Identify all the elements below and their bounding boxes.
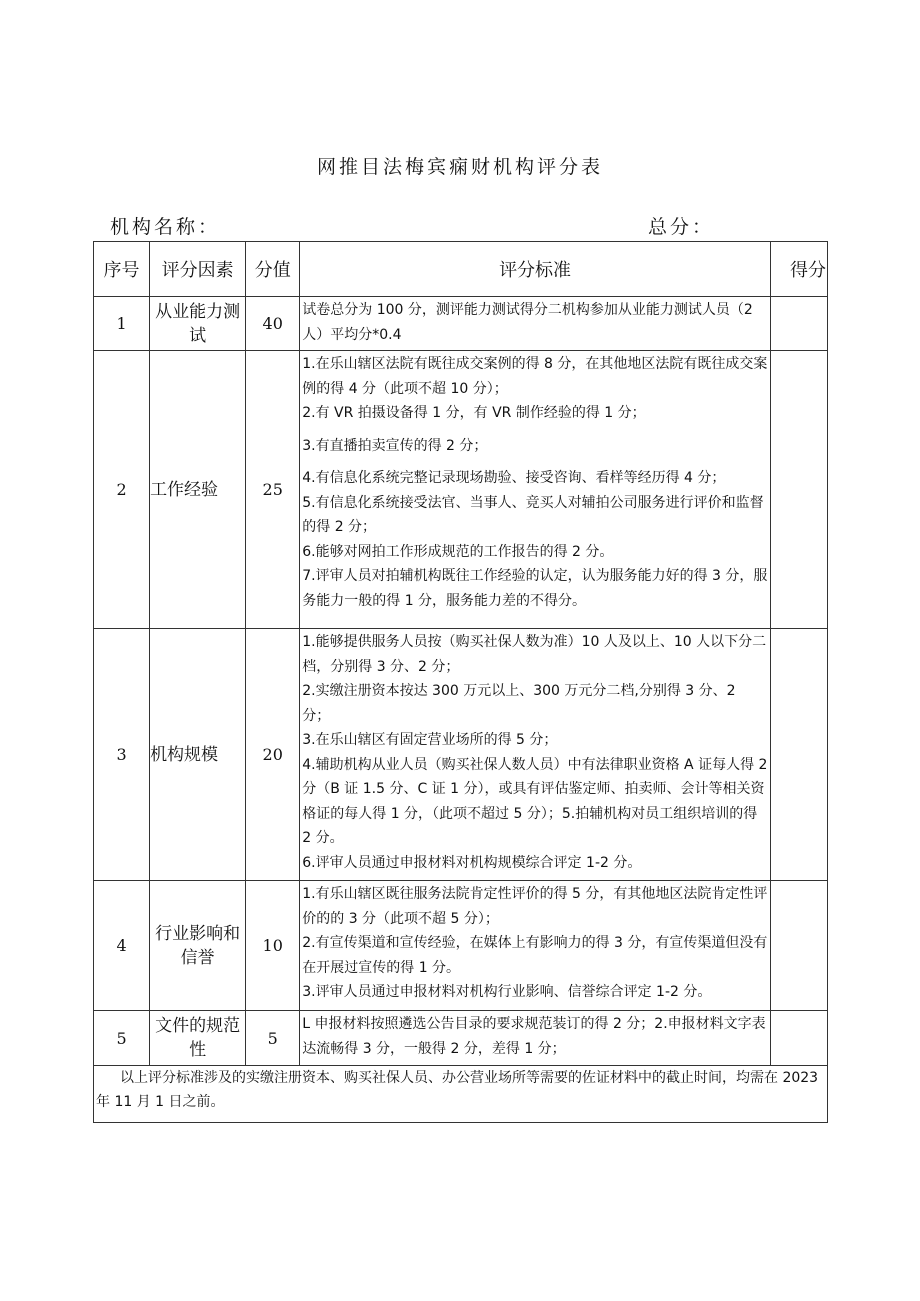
standard-line: 3.在乐山辖区有固定营业场所的得 5 分； (302, 732, 558, 748)
row-score: 5 (246, 1011, 300, 1066)
standard-line: 6.评审人员通过申报材料对机构规模综合评定 1-2 分。 (302, 854, 642, 871)
row-got-cell[interactable] (770, 881, 827, 1011)
note-text: 以上评分标准涉及的实缴注册资本、购买社保人员、办公营业场所等需要的佐证材料中的截止时间，均需在 2023 年 11 月 1 日之前。 (96, 1070, 819, 1110)
note-cell (94, 1066, 828, 1123)
org-name-label: 机构名称： (110, 216, 221, 238)
row-factor: 工作经验 (150, 351, 246, 629)
total-score-label: 总分： (648, 216, 715, 238)
row-no: 1 (94, 297, 150, 351)
header-got: 得分 (770, 242, 827, 297)
note-row (94, 1066, 828, 1123)
row-standard (300, 881, 771, 1011)
document-title: 网推目法梅宾痫财机构评分表 (316, 156, 603, 178)
standard-line: 1.在乐山辖区法院有既往成交案例的得 8 分，在其他地区法院有既往成交案例的得 4 分（此项不超 10 分）； (302, 356, 768, 397)
table-row (94, 297, 828, 351)
standard-line: 3.有直播拍卖宣传的得 2 分； (302, 437, 488, 454)
row-no: 4 (94, 881, 150, 1011)
standard-line: 4.辅助机构从业人员（购买社保人数人员）中有法律职业资格 A 证每人得 2 分（B 证 1.5 分、C 证 1 分），或具有评估鉴定师、拍卖师、会计等相关资格证的每人得 1 分，（此项不超过 5 分）；5.拍辅机构对员工组织培训的得 2 分。 (302, 756, 768, 846)
row-score: 20 (246, 629, 300, 881)
standard-line: 7.评审人员对拍辅机构既往工作经验的认定，认为服务能力好的得 3 分，服务能力一般的得 1 分，服务能力差的不得分。 (302, 568, 768, 609)
table-row (94, 351, 828, 629)
row-got-cell[interactable] (770, 629, 827, 881)
row-no: 5 (94, 1011, 150, 1066)
standard-line: 6.能够对网拍工作形成规范的工作报告的得 2 分。 (302, 543, 614, 560)
row-factor: 文件的规范性 (150, 1011, 246, 1066)
row-standard (300, 629, 771, 881)
standard-line: 4.有信息化系统完整记录现场勘验、接受咨询、看样等经历得 4 分； (302, 470, 726, 486)
standard-line: 2.有 VR 拍摄设备得 1 分，有 VR 制作经验的得 1 分； (302, 405, 646, 421)
scoring-table (93, 241, 828, 1123)
row-score: 40 (246, 297, 300, 351)
row-no: 3 (94, 629, 150, 881)
standard-line: L 申报材料按照遴选公告目录的要求规范装订的得 2 分；2.申报材料文字表达流畅得 3 分，一般得 2 分，差得 1 分； (302, 1016, 766, 1057)
row-factor: 行业影响和信誉 (150, 881, 246, 1011)
row-got-cell[interactable] (770, 351, 827, 629)
header-row (94, 242, 828, 297)
header-score: 分值 (246, 242, 300, 297)
row-standard (300, 297, 771, 351)
row-factor: 机构规模 (150, 629, 246, 881)
row-got-cell[interactable] (770, 1011, 827, 1066)
row-standard (300, 1011, 771, 1066)
standard-line: 2.有宣传渠道和宣传经验，在媒体上有影响力的得 3 分，有宣传渠道但没有在开展过宣传的得 1 分。 (302, 935, 768, 976)
row-score: 25 (246, 351, 300, 629)
table-row (94, 881, 828, 1011)
standard-line: 5.有信息化系统接受法官、当事人、竞买人对辅拍公司服务进行评价和监督的得 2 分； (302, 494, 764, 535)
row-factor: 从业能力测试 (150, 297, 246, 351)
standard-line: 试卷总分为 100 分，测评能力测试得分二机构参加从业能力测试人员（2 人）平均分*0.4 (302, 302, 753, 343)
header-factor: 评分因素 (150, 242, 246, 297)
table-row (94, 629, 828, 881)
row-standard (300, 351, 771, 629)
row-got-cell[interactable] (770, 297, 827, 351)
standard-line: 1.有乐山辖区既往服务法院肯定性评价的得 5 分，有其他地区法院肯定性评价的的 3 分（此项不超 5 分）； (302, 886, 768, 927)
header-no: 序号 (94, 242, 150, 297)
table-row (94, 1011, 828, 1066)
standard-line: 1.能够提供服务人员按（购买社保人数为准）10 人及以上、10 人以下分二档，分别得 3 分、2 分； (302, 634, 767, 675)
row-no: 2 (94, 351, 150, 629)
header-standard: 评分标准 (300, 242, 771, 297)
standard-line: 3.评审人员通过申报材料对机构行业影响、信誉综合评定 1-2 分。 (302, 984, 712, 1000)
standard-line: 2.实缴注册资本按达 300 万元以上、300 万元分二档,分别得 3 分、2 分； (302, 683, 736, 724)
row-score: 10 (246, 881, 300, 1011)
